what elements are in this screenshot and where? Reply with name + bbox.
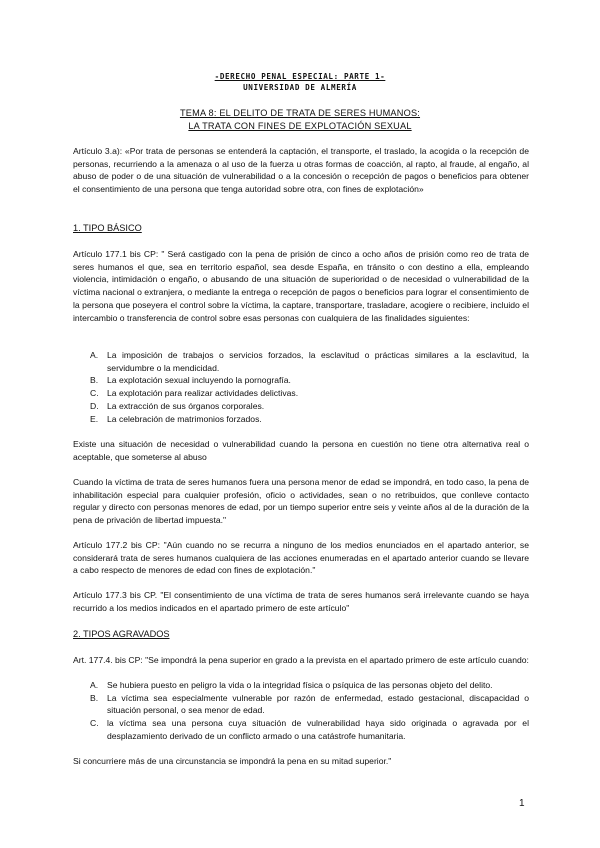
university-header: UNIVERSIDAD DE ALMERÍA: [243, 83, 357, 92]
article-177-2-paragraph: Artículo 177.2 bis CP: "Aún cuando no se recurra a ninguno de los medios enunciados en el apartado anterior, se considerará trata de seres humanos cualquiera de las acciones enumeradas en el apartado anterior cuando se llevare a cabo respecto de menores de edad con fines de explotación.": [73, 540, 529, 576]
list-marker: A.: [90, 680, 99, 690]
article-3-paragraph: Artículo 3.a): «Por trata de personas se entenderá la captación, el transporte, el traslado, la acogida o la recepción de personas, recurriendo a la amenaza o al uso de la fuerza u otras formas de coacción, al rapto, al fraude, al engaño, al abuso de poder o de una situación de vulnerabilidad o a la concesión o recepción de pagos o beneficios para obtener el consentimiento de una persona que tenga autoridad sobre otra, con fines de explotación»: [73, 146, 529, 195]
list-marker: B.: [90, 375, 99, 386]
list-item: [73, 679, 529, 692]
aggravating-list: [73, 679, 529, 743]
topic-title-line2: LA TRATA CON FINES DE EXPLOTACIÓN SEXUAL: [188, 121, 412, 131]
list-marker: D.: [90, 400, 99, 411]
list-marker: C.: [90, 388, 99, 399]
list-item-text: La víctima sea especialmente vulnerable por razón de enfermedad, estado gestacional, discapacidad o situación personal, o sea menor de edad.: [107, 692, 529, 716]
list-item: [73, 349, 529, 374]
list-item: [73, 717, 529, 742]
list-marker: E.: [90, 413, 99, 424]
vulnerability-paragraph: Existe una situación de necesidad o vulnerabilidad cuando la persona en cuestión no tiene otra alternativa real o aceptable, que someterse al abuso: [73, 439, 529, 462]
purposes-list: [73, 349, 529, 425]
list-item-text: La imposición de trabajos o servicios forzados, la esclavitud o prácticas similares a la esclavitud, la servidumbre o la mendicidad.: [107, 350, 529, 373]
list-item: [73, 400, 529, 413]
list-item-text: Se hubiera puesto en peligro la vida o la integridad física o psíquica de las personas objeto del delito.: [107, 680, 493, 690]
list-item-text: la víctima sea una persona cuya situación de vulnerabilidad haya sido originada o agravada por el desplazamiento derivado de un conflicto armado o una catástrofe humanitaria.: [107, 718, 529, 741]
list-item-text: La extracción de sus órganos corporales.: [107, 400, 265, 411]
list-item: [73, 387, 529, 400]
article-177-1-paragraph: Artículo 177.1 bis CP: " Será castigado con la pena de prisión de cinco a ocho años de prisión como reo de trata de seres humanos el que, sea en territorio español, sea desde España, en tránsito o con destino a ella, empleando violencia, intimidación o engaño, o abusando de una situación de superioridad o de necesidad o vulnerabilidad de la víctima nacional o extranjera, o mediante la entrega o recepción de pagos o beneficios para lograr el consentimiento de la persona que poseyera el control sobre la víctima, la captare, transportare, trasladare, acogiere o recibiere, incluido el intercambio o transferencia de control sobre esas personas con cualquiera de las finalidades siguientes:: [73, 249, 529, 323]
list-marker: A.: [90, 350, 99, 360]
list-item: [73, 692, 529, 717]
list-item-text: La explotación para realizar actividades delictivas.: [107, 388, 299, 399]
minor-victim-paragraph: Cuando la víctima de trata de seres humanos fuera una persona menor de edad se impondrá, en todo caso, la pena de inhabilitación especial para cualquier profesión, oficio o actividades, sean o no retribuidos, que conlleve contacto regular y directo con personas menores de edad, por un tiempo superior entre seis y veinte años al de la duración de la pena de privación de libertad impuesta.": [73, 477, 529, 526]
list-marker: B.: [90, 692, 99, 703]
page-number: 1: [519, 798, 525, 809]
section-heading-tipo-basico: 1. TIPO BÁSICO: [73, 223, 142, 233]
section-heading-tipos-agravados: 2. TIPOS AGRAVADOS: [73, 629, 170, 639]
list-marker: C.: [90, 718, 99, 729]
article-177-4-paragraph: Art. 177.4. bis CP: "Se impondrá la pena superior en grado a la prevista en el apartado primero de este artículo cuando:: [73, 655, 529, 665]
list-item: [73, 413, 529, 426]
list-item-text: La celebración de matrimonios forzados.: [107, 413, 262, 424]
list-item: [73, 374, 529, 387]
final-paragraph: Si concurriere más de una circunstancia se impondrá la pena en su mitad superior.": [73, 756, 392, 766]
list-item-text: La explotación sexual incluyendo la pornografía.: [107, 375, 291, 386]
course-header: -DERECHO PENAL ESPECIAL: PARTE 1-: [214, 72, 386, 81]
topic-title-line1: TEMA 8: EL DELITO DE TRATA DE SERES HUMANOS:: [179, 108, 421, 118]
article-177-3-paragraph: Artículo 177.3 bis CP. "El consentimiento de una víctima de trata de seres humanos será irrelevante cuando se haya recurrido a los medios indicados en el apartado primero de este artículo": [73, 590, 529, 613]
